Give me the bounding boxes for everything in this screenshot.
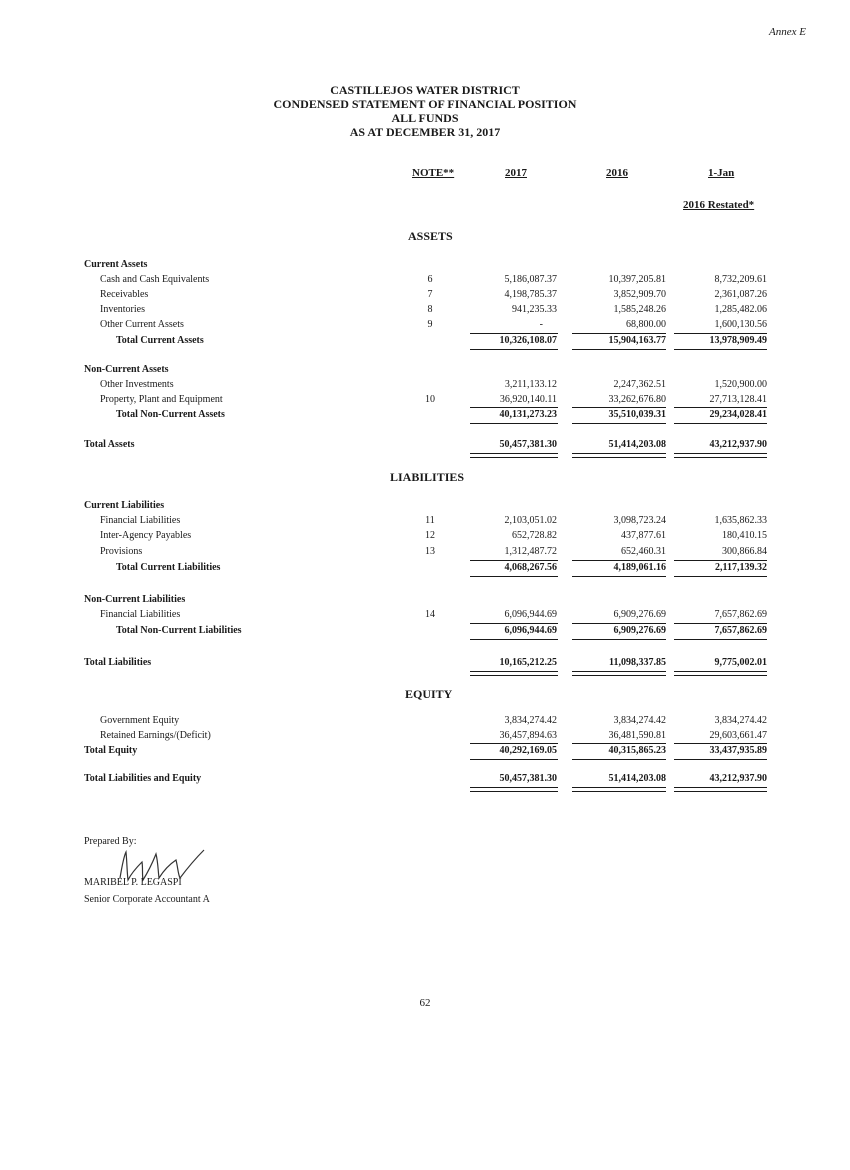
cell-total-assets-2016: 51,414,203.08: [608, 439, 666, 450]
current-liabilities-heading: Current Liabilities: [84, 500, 165, 511]
section-liabilities: LIABILITIES: [390, 470, 465, 484]
rule-2017: [470, 423, 558, 424]
cell-provisions-jan: 300,866.84: [722, 546, 767, 557]
row-label-inter-agency-payables: Inter-Agency Payables: [100, 530, 192, 541]
cell-total-non-current-liabilities-2016: 6,909,276.69: [613, 625, 666, 636]
section-equity: EQUITY: [405, 687, 453, 701]
double-rule-2016: [572, 787, 666, 792]
cell-ppe-2016: 33,262,676.80: [608, 394, 666, 405]
row-note-other-current-assets: 9: [427, 319, 433, 330]
cell-other-current-assets-2016: 68,800.00: [626, 319, 666, 330]
row-label-government-equity: Government Equity: [100, 715, 180, 726]
cell-total-assets-2017: 50,457,381.30: [499, 439, 557, 450]
cell-cash-2016: 10,397,205.81: [608, 274, 666, 285]
org-title: CASTILLEJOS WATER DISTRICT: [330, 83, 520, 97]
rule-2017: [470, 623, 558, 624]
cell-nc-financial-liabilities-2017: 6,096,944.69: [504, 609, 557, 620]
cell-total-liabilities-equity-2017: 50,457,381.30: [499, 773, 557, 784]
rule-2017: [470, 576, 558, 577]
cell-inter-agency-payables-2016: 437,877.61: [621, 530, 666, 541]
cell-total-current-assets-jan: 13,978,909.49: [709, 335, 767, 346]
rule-2017: [470, 743, 558, 744]
rule-2016: [572, 560, 666, 561]
rule-2017: [470, 407, 558, 408]
row-label-inventories: Inventories: [100, 304, 145, 315]
cell-government-equity-2017: 3,834,274.42: [504, 715, 557, 726]
double-rule-2017: [470, 787, 558, 792]
funds-title: ALL FUNDS: [391, 111, 459, 125]
rule-2016: [572, 349, 666, 350]
cell-inventories-jan: 1,285,482.06: [714, 304, 767, 315]
row-label-provisions: Provisions: [100, 546, 143, 557]
row-note-inter-agency-payables: 12: [425, 530, 435, 541]
double-rule-jan: [674, 453, 767, 458]
cell-total-non-current-assets-2016: 35,510,039.31: [608, 409, 666, 420]
cell-total-assets-jan: 43,212,937.90: [709, 439, 767, 450]
cell-total-liabilities-2016: 11,098,337.85: [609, 657, 666, 668]
cell-inter-agency-payables-2017: 652,728.82: [512, 530, 557, 541]
cell-other-current-assets-jan: 1,600,130.56: [714, 319, 767, 330]
rule-2016: [572, 623, 666, 624]
cell-total-liabilities-equity-2016: 51,414,203.08: [608, 773, 666, 784]
cell-other-current-assets-2017: -: [539, 319, 543, 330]
rule-2016: [572, 333, 666, 334]
row-note-financial-liabilities: 11: [425, 515, 435, 526]
cell-cash-jan: 8,732,209.61: [714, 274, 767, 285]
col-note-header: NOTE**: [412, 167, 455, 179]
row-label-retained-earnings: Retained Earnings/(Deficit): [100, 730, 211, 741]
cell-inventories-2016: 1,585,248.26: [613, 304, 666, 315]
row-note-nc-financial-liabilities: 14: [425, 609, 435, 620]
cell-total-non-current-assets-jan: 29,234,028.41: [709, 409, 767, 420]
row-label-total-equity: Total Equity: [84, 745, 138, 756]
rule-jan: [674, 423, 767, 424]
row-label-total-liabilities-equity: Total Liabilities and Equity: [84, 773, 202, 784]
statement-title: CONDENSED STATEMENT OF FINANCIAL POSITION: [273, 97, 577, 111]
double-rule-2016: [572, 671, 666, 676]
cell-retained-earnings-2016: 36,481,590.81: [608, 730, 666, 741]
cell-nc-financial-liabilities-jan: 7,657,862.69: [714, 609, 767, 620]
preparer-name: MARIBEL P. LEGASPI: [84, 877, 182, 888]
cell-receivables-2017: 4,198,785.37: [504, 289, 557, 300]
double-rule-jan: [674, 787, 767, 792]
cell-other-investments-2017: 3,211,133.12: [504, 379, 557, 390]
current-assets-heading: Current Assets: [84, 259, 148, 270]
cell-total-current-assets-2016: 15,904,163.77: [608, 335, 666, 346]
cell-total-non-current-assets-2017: 40,131,273.23: [499, 409, 557, 420]
date-title: AS AT DECEMBER 31, 2017: [349, 125, 501, 139]
cell-total-current-liabilities-jan: 2,117,139.32: [715, 562, 767, 573]
rule-2017: [470, 349, 558, 350]
cell-cash-2017: 5,186,087.37: [504, 274, 557, 285]
cell-nc-financial-liabilities-2016: 6,909,276.69: [613, 609, 666, 620]
double-rule-jan: [674, 671, 767, 676]
cell-other-investments-2016: 2,247,362.51: [613, 379, 666, 390]
prepared-by-label: Prepared By:: [84, 836, 137, 847]
rule-jan: [674, 743, 767, 744]
non-current-liabilities-heading: Non-Current Liabilities: [84, 594, 186, 605]
rule-2016: [572, 576, 666, 577]
row-label-financial-liabilities: Financial Liabilities: [100, 515, 181, 526]
row-note-inventories: 8: [427, 304, 433, 315]
cell-inventories-2017: 941,235.33: [512, 304, 557, 315]
rule-2016: [572, 407, 666, 408]
cell-retained-earnings-2017: 36,457,894.63: [499, 730, 557, 741]
cell-total-non-current-liabilities-2017: 6,096,944.69: [504, 625, 557, 636]
cell-total-liabilities-equity-jan: 43,212,937.90: [709, 773, 767, 784]
cell-total-liabilities-2017: 10,165,212.25: [499, 657, 557, 668]
cell-financial-liabilities-jan: 1,635,862.33: [714, 515, 767, 526]
row-label-other-current-assets: Other Current Assets: [100, 319, 184, 330]
section-assets: ASSETS: [408, 229, 453, 243]
rule-2017: [470, 560, 558, 561]
cell-total-current-liabilities-2017: 4,068,267.56: [504, 562, 557, 573]
cell-retained-earnings-jan: 29,603,661.47: [709, 730, 767, 741]
rule-jan: [674, 333, 767, 334]
cell-receivables-jan: 2,361,087.26: [714, 289, 767, 300]
rule-jan: [674, 623, 767, 624]
row-note-cash: 6: [427, 274, 433, 285]
row-label-nc-financial-liabilities: Financial Liabilities: [100, 609, 181, 620]
row-label-total-liabilities: Total Liabilities: [84, 657, 152, 668]
double-rule-2017: [470, 453, 558, 458]
cell-total-current-assets-2017: 10,326,108.07: [499, 335, 557, 346]
cell-total-equity-2017: 40,292,169.05: [499, 745, 557, 756]
col-jan-header: 1-Jan: [708, 167, 735, 179]
col-restated-header: 2016 Restated*: [683, 199, 755, 211]
rule-jan: [674, 576, 767, 577]
cell-total-equity-jan: 33,437,935.89: [709, 745, 767, 756]
col-2017-header: 2017: [505, 167, 527, 179]
row-label-total-non-current-liabilities: Total Non-Current Liabilities: [116, 625, 242, 636]
cell-total-non-current-liabilities-jan: 7,657,862.69: [714, 625, 767, 636]
double-rule-2016: [572, 453, 666, 458]
rule-2017: [470, 333, 558, 334]
annex-label: Annex E: [769, 26, 806, 38]
rule-jan: [674, 407, 767, 408]
row-note-ppe: 10: [425, 394, 435, 405]
rule-2016: [572, 423, 666, 424]
cell-ppe-2017: 36,920,140.11: [499, 394, 557, 405]
cell-government-equity-jan: 3,834,274.42: [714, 715, 767, 726]
rule-2016: [572, 759, 666, 760]
rule-2017: [470, 639, 558, 640]
row-label-cash: Cash and Cash Equivalents: [100, 274, 210, 285]
cell-financial-liabilities-2016: 3,098,723.24: [613, 515, 666, 526]
rule-jan: [674, 759, 767, 760]
cell-receivables-2016: 3,852,909.70: [613, 289, 666, 300]
rule-2016: [572, 639, 666, 640]
cell-ppe-jan: 27,713,128.41: [709, 394, 767, 405]
preparer-position: Senior Corporate Accountant A: [84, 894, 210, 905]
cell-total-current-liabilities-2016: 4,189,061.16: [613, 562, 666, 573]
rule-jan: [674, 639, 767, 640]
row-label-other-investments: Other Investments: [100, 379, 174, 390]
row-label-total-non-current-assets: Total Non-Current Assets: [116, 409, 225, 420]
row-note-receivables: 7: [427, 289, 433, 300]
rule-jan: [674, 349, 767, 350]
cell-total-liabilities-jan: 9,775,002.01: [714, 657, 767, 668]
cell-provisions-2017: 1,312,487.72: [504, 546, 557, 557]
cell-financial-liabilities-2017: 2,103,051.02: [504, 515, 557, 526]
row-label-ppe: Property, Plant and Equipment: [100, 394, 223, 405]
row-label-total-current-liabilities: Total Current Liabilities: [116, 562, 221, 573]
page-number: 62: [419, 997, 431, 1009]
row-label-receivables: Receivables: [100, 289, 149, 300]
non-current-assets-heading: Non-Current Assets: [84, 364, 169, 375]
cell-government-equity-2016: 3,834,274.42: [613, 715, 666, 726]
cell-provisions-2016: 652,460.31: [621, 546, 666, 557]
row-label-total-current-assets: Total Current Assets: [116, 335, 204, 346]
row-note-provisions: 13: [425, 546, 435, 557]
rule-2017: [470, 759, 558, 760]
rule-2016: [572, 743, 666, 744]
cell-inter-agency-payables-jan: 180,410.15: [722, 530, 767, 541]
cell-total-equity-2016: 40,315,865.23: [608, 745, 666, 756]
rule-jan: [674, 560, 767, 561]
double-rule-2017: [470, 671, 558, 676]
row-label-total-assets: Total Assets: [84, 439, 135, 450]
col-2016-header: 2016: [606, 167, 628, 179]
cell-other-investments-jan: 1,520,900.00: [714, 379, 767, 390]
